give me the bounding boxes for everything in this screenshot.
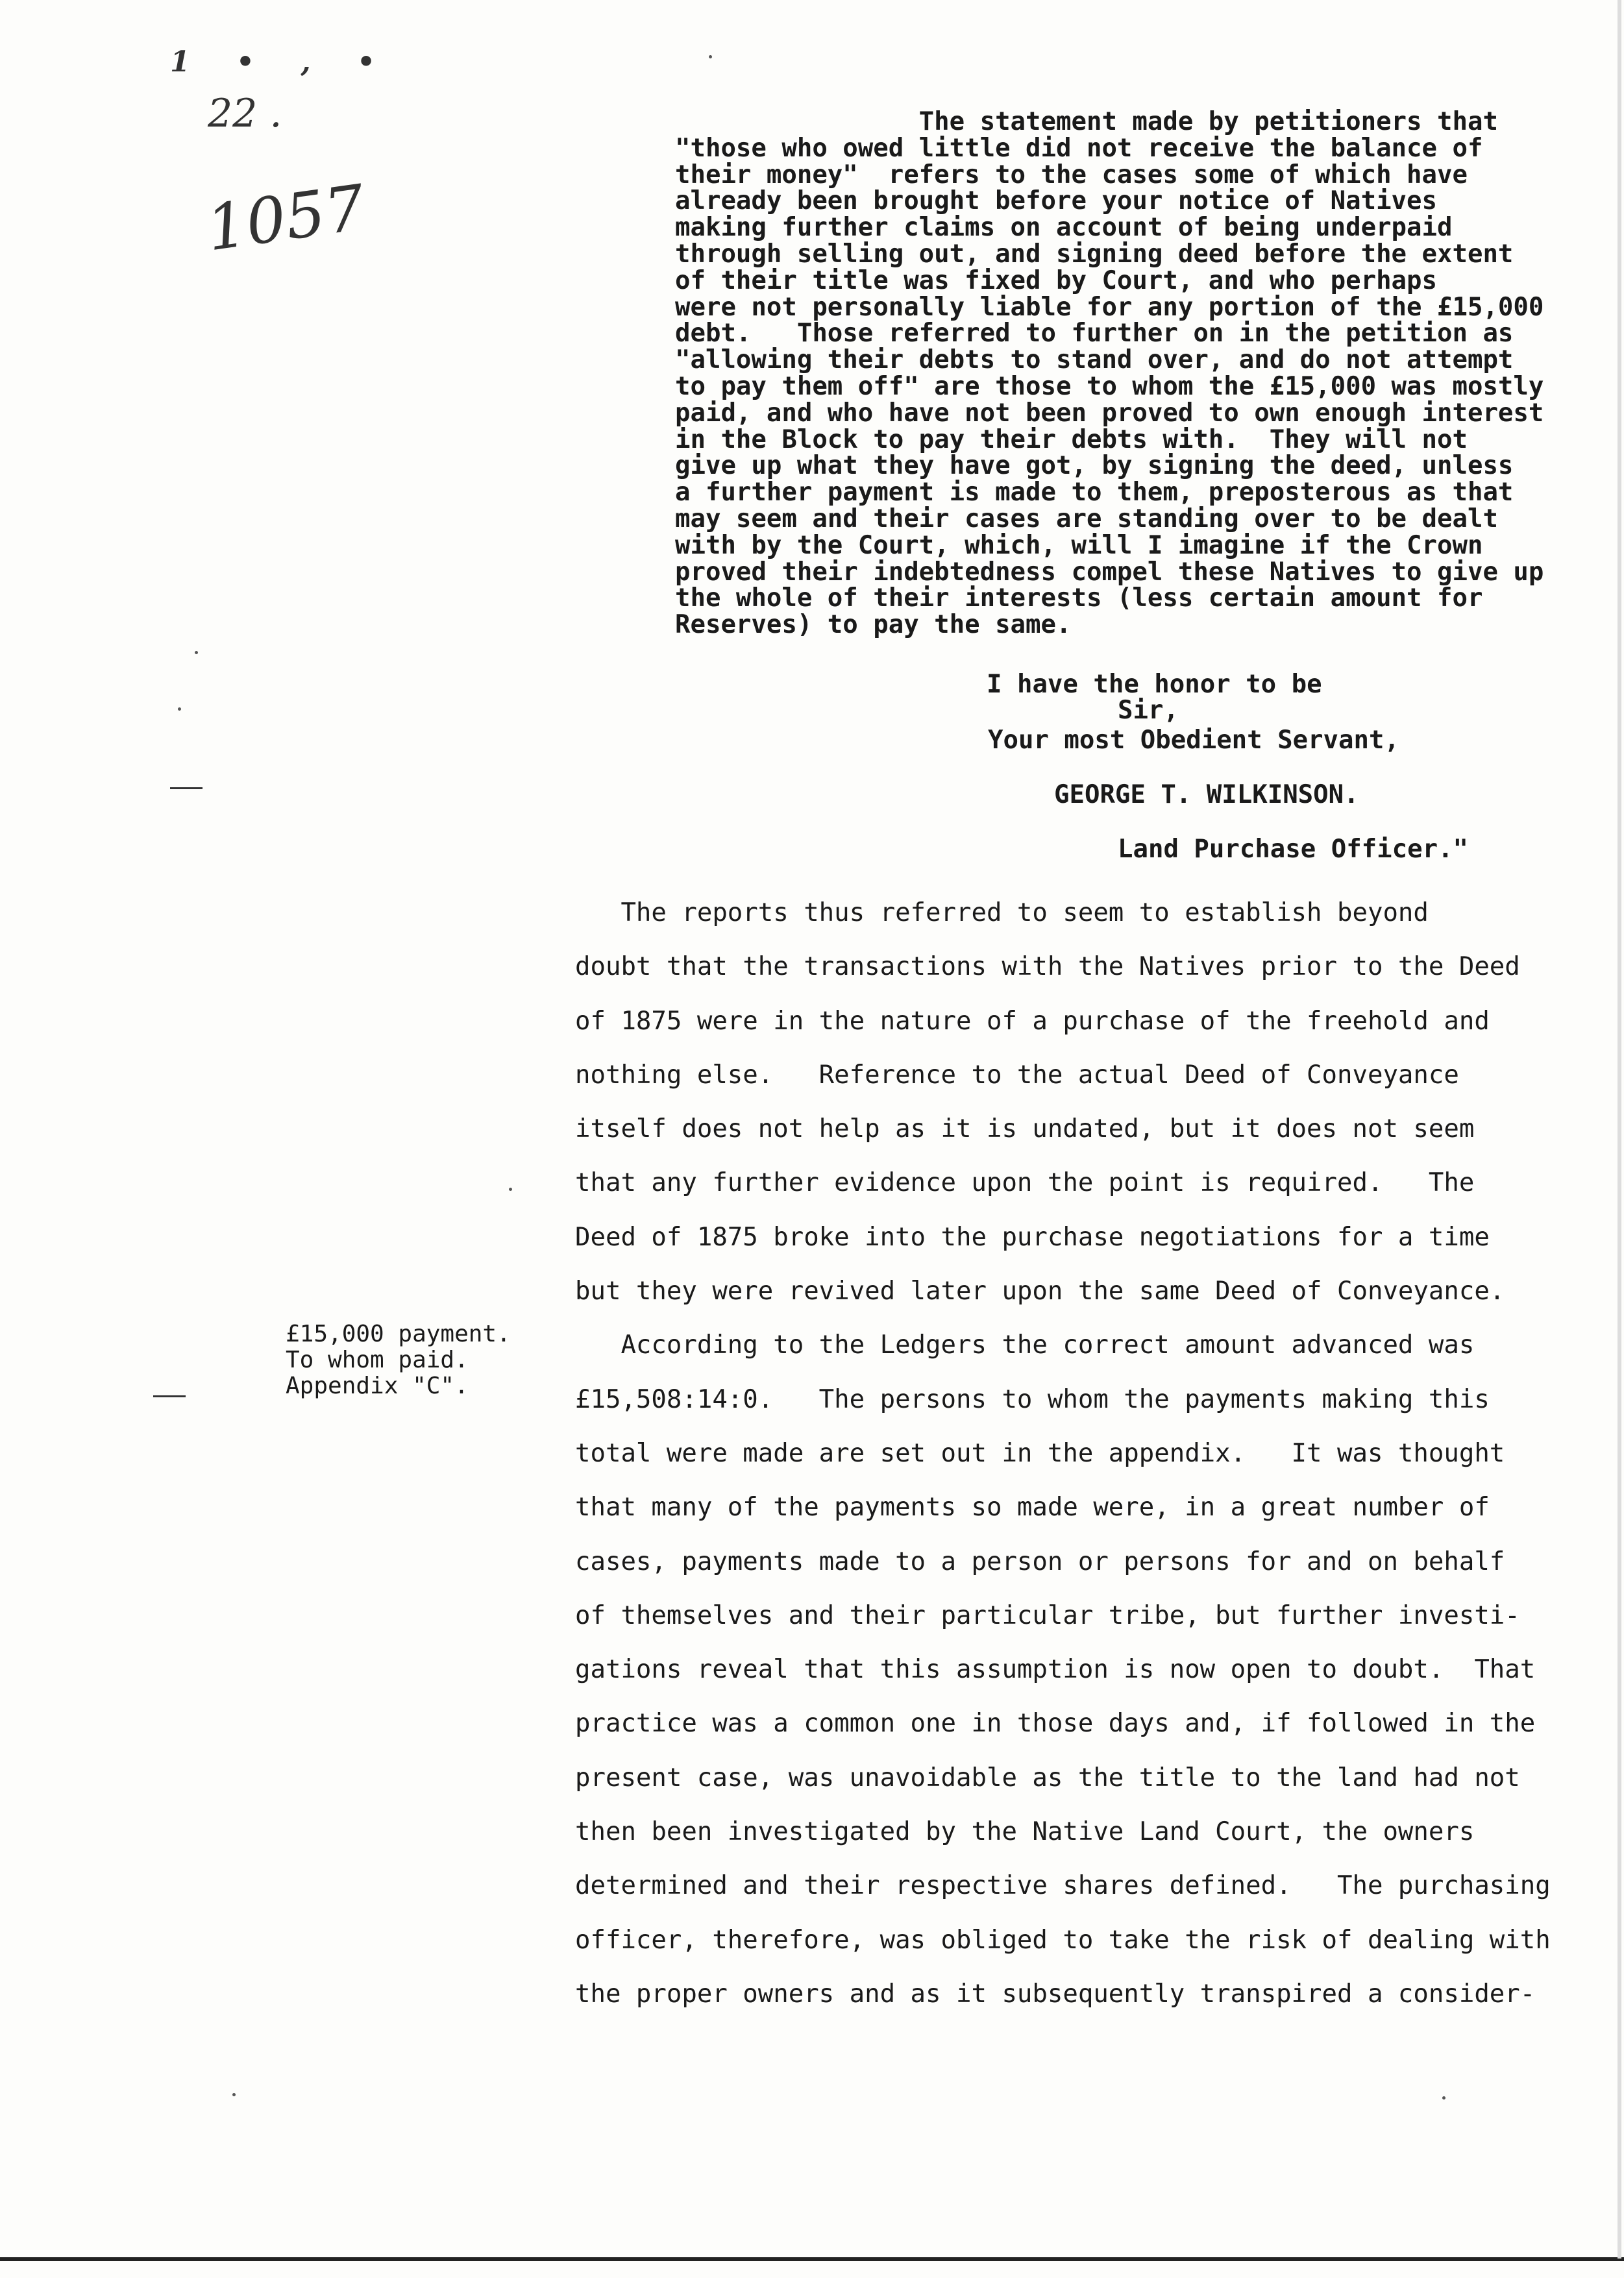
body-line: itself does not help as it is undated, but it does not seem	[575, 1114, 1475, 1144]
quote-line: their money" refers to the cases some of which have	[675, 160, 1468, 190]
body-line: of 1875 were in the nature of a purchase of the freehold and	[575, 1006, 1490, 1036]
quote-line: a further payment is made to them, preposterous as that	[675, 478, 1514, 508]
body-line: practice was a common one in those days and, if followed in the	[575, 1709, 1536, 1739]
signoff-sir: Sir,	[1118, 696, 1179, 725]
scan-speck	[178, 707, 181, 711]
scan-speck	[195, 651, 198, 654]
quote-line: making further claims on account of being underpaid	[675, 213, 1453, 243]
body-line: nothing else. Reference to the actual Deed of Conveyance	[575, 1060, 1459, 1090]
body-line: cases, payments made to a person or persons for and on behalf	[575, 1547, 1505, 1576]
quote-line: Reserves) to pay the same.	[675, 610, 1072, 640]
body-line: Deed of 1875 broke into the purchase negotiations for a time	[575, 1222, 1490, 1252]
scan-speck	[232, 2093, 236, 2096]
body-line: that any further evidence upon the point is required. The	[575, 1168, 1475, 1198]
body-line: present case, was unavoidable as the title to the land had not	[575, 1763, 1520, 1793]
margin-dash	[153, 1395, 186, 1397]
signoff-title: Land Purchase Officer."	[1118, 835, 1469, 864]
signoff-honor: I have the honor to be	[987, 670, 1322, 699]
body-line: then been investigated by the Native Land Court, the owners	[575, 1817, 1475, 1847]
quote-line: with by the Court, which, will I imagine if the Crown	[675, 530, 1483, 560]
quote-line: to pay them off" are those to whom the £15,000 was mostly	[675, 371, 1544, 401]
margin-dash	[170, 787, 203, 789]
body-line: £15,508:14:0. The persons to whom the payments making this	[575, 1384, 1490, 1414]
handwritten-marks: 1 • , •	[170, 45, 394, 79]
body-line: officer, therefore, was obliged to take the risk of dealing with	[575, 1925, 1551, 1955]
quote-line: give up what they have got, by signing the deed, unless	[675, 451, 1514, 481]
handwritten-folio-22: 22 .	[208, 91, 282, 136]
margin-note-line: £15,000 payment.	[286, 1321, 511, 1347]
handwritten-folio-1057: 1057	[202, 171, 369, 265]
body-line: gations reveal that this assumption is now open to doubt. That	[575, 1655, 1536, 1685]
body-line: determined and their respective shares defined. The purchasing	[575, 1871, 1551, 1901]
quote-line: "those who owed little did not receive the balance of	[675, 133, 1483, 163]
quote-line: debt. Those referred to further on in the petition as	[675, 319, 1514, 349]
quote-line: were not personally liable for any portion of the £15,000	[675, 292, 1544, 322]
body-line: The reports thus referred to seem to establish beyond	[575, 898, 1429, 927]
quote-line: paid, and who have not been proved to own enough interest	[675, 398, 1544, 428]
body-line: doubt that the transactions with the Natives prior to the Deed	[575, 952, 1520, 982]
page-bottom-edge	[0, 2257, 1624, 2261]
quoted-report	[675, 109, 1610, 639]
body-line: the proper owners and as it subsequently transpired a consider-	[575, 1979, 1536, 2009]
body-line: According to the Ledgers the correct amount advanced was	[575, 1330, 1475, 1360]
quote-line: already been brought before your notice of Natives	[675, 186, 1437, 216]
body-line: that many of the payments so made were, in a great number of	[575, 1493, 1490, 1523]
page-right-edge	[1618, 0, 1621, 2259]
scan-speck	[709, 55, 712, 58]
quote-line: through selling out, and signing deed before the extent	[675, 239, 1514, 269]
body-line: but they were revived later upon the same Deed of Conveyance.	[575, 1277, 1505, 1306]
body-text	[575, 886, 1614, 2021]
quote-line: in the Block to pay their debts with. They will not	[675, 424, 1468, 454]
quote-line: the whole of their interests (less certain amount for	[675, 583, 1483, 613]
margin-note-line: Appendix "C".	[286, 1373, 469, 1399]
signoff-name: GEORGE T. WILKINSON.	[1054, 780, 1359, 809]
quote-line: The statement made by petitioners that	[675, 107, 1498, 136]
scan-speck	[1442, 2096, 1446, 2100]
margin-note-line: To whom paid.	[286, 1347, 469, 1373]
quote-line: proved their indebtedness compel these Natives to give up	[675, 557, 1544, 587]
body-line: of themselves and their particular tribe, but further investi-	[575, 1600, 1520, 1630]
scan-speck	[509, 1188, 512, 1191]
quote-line: of their title was fixed by Court, and who perhaps	[675, 265, 1437, 295]
signoff-servant: Your most Obedient Servant,	[988, 726, 1399, 755]
body-line: total were made are set out in the appendix. It was thought	[575, 1438, 1505, 1468]
margin-note	[286, 1321, 511, 1399]
quote-line: "allowing their debts to stand over, and do not attempt	[675, 345, 1514, 375]
quote-line: may seem and their cases are standing over to be dealt	[675, 504, 1498, 533]
